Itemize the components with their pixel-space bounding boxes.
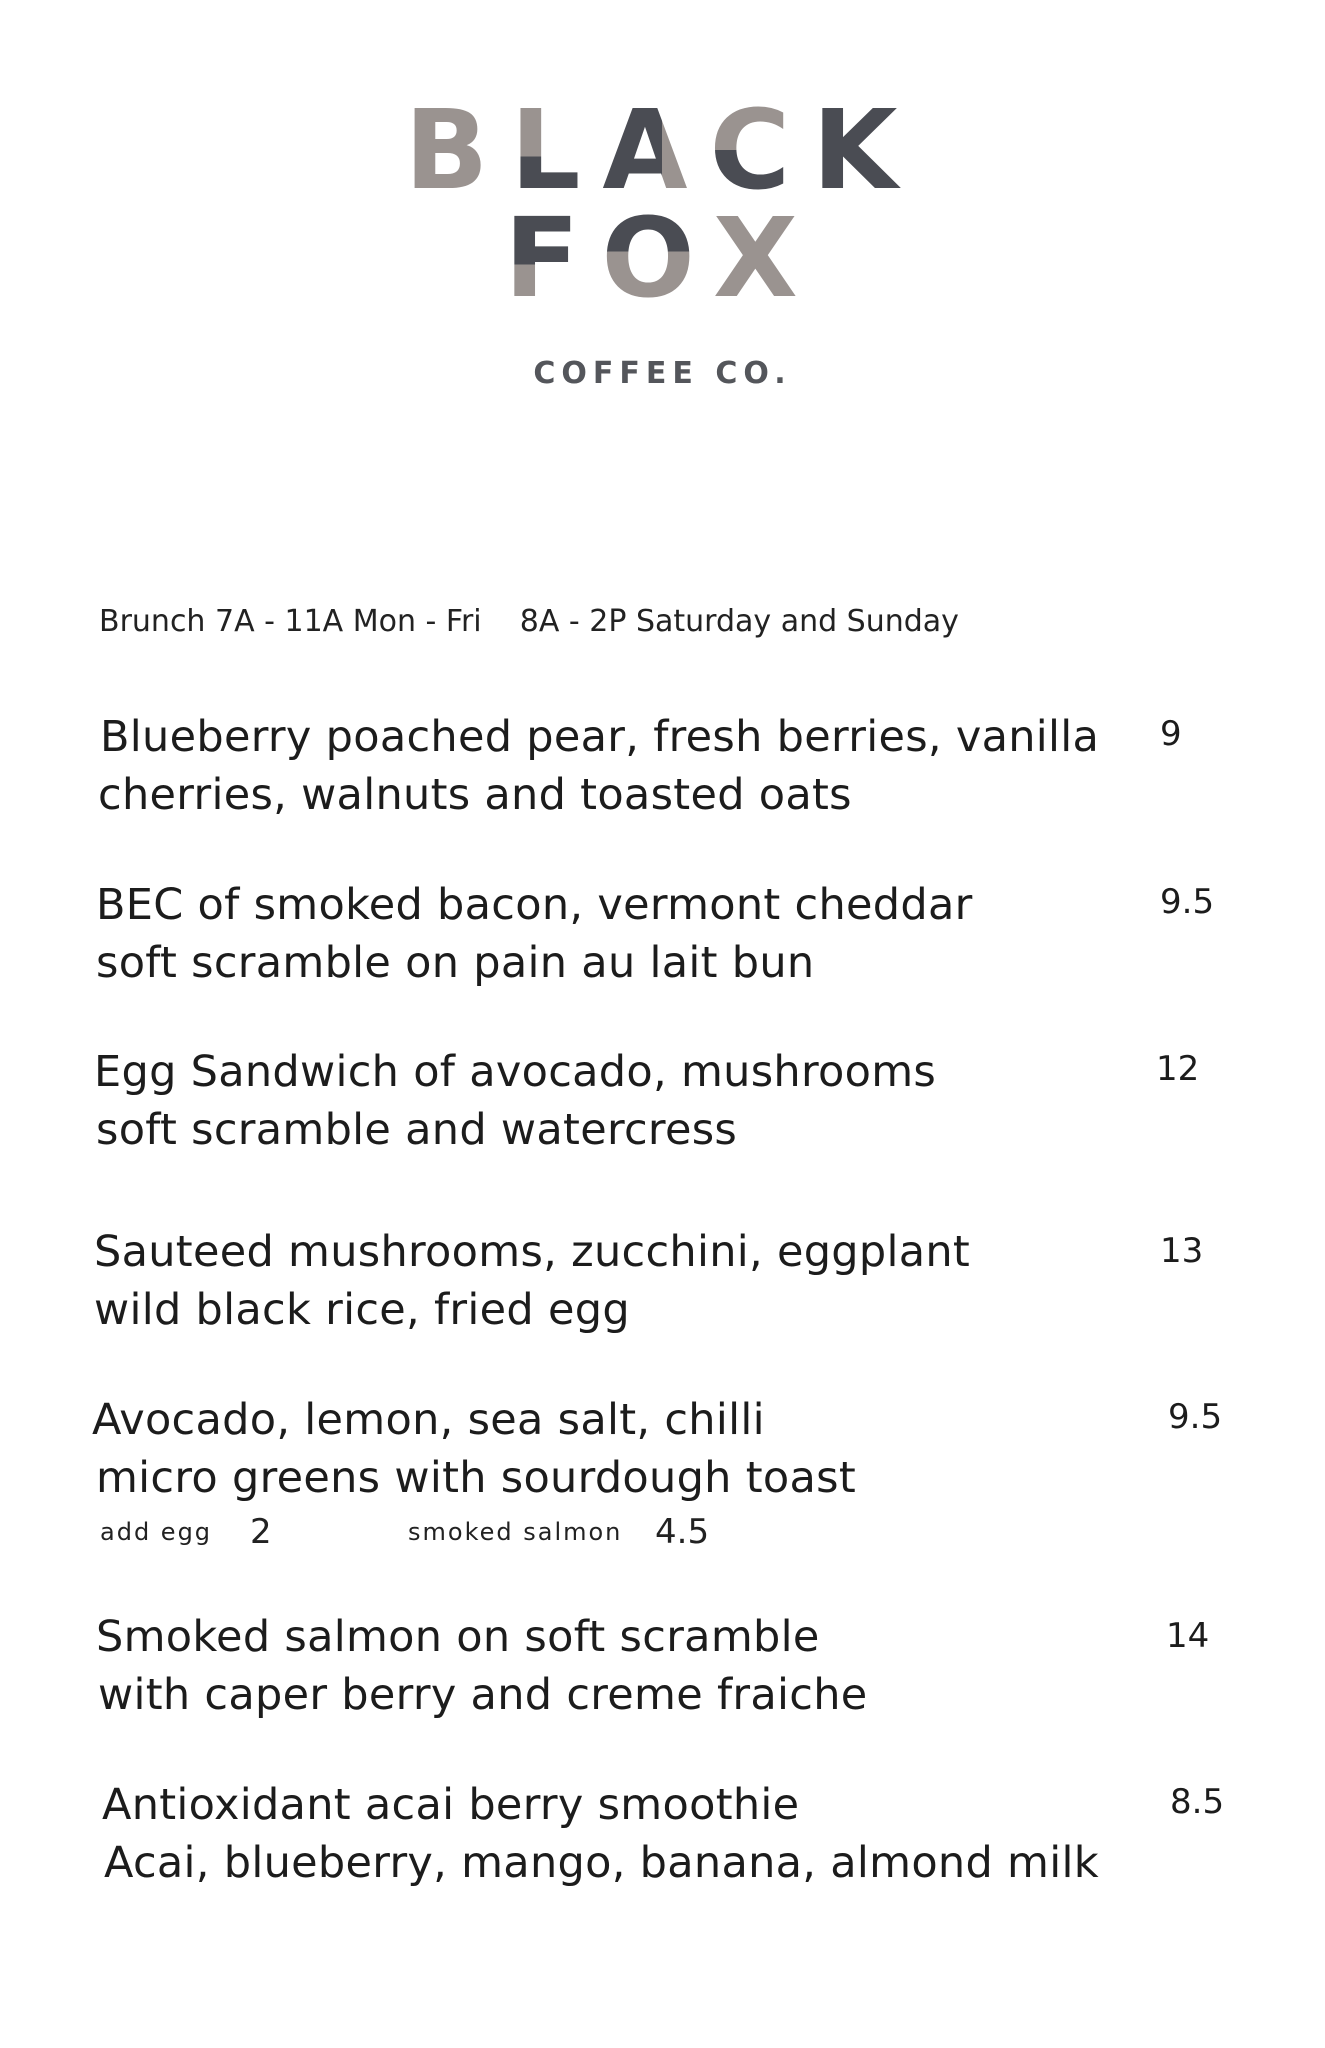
- addon-salmon-price: 4.5: [655, 1512, 710, 1552]
- logo-letter: B: [404, 86, 511, 214]
- menu-item-price: 14: [1166, 1616, 1210, 1656]
- logo-line2: [504, 194, 820, 322]
- addon-salmon-label: smoked salmon: [408, 1518, 623, 1546]
- logo-letter: F: [504, 194, 602, 322]
- menu-item-price: 9: [1160, 714, 1182, 754]
- logo-letter: X: [712, 194, 820, 322]
- menu-item-price: 13: [1160, 1231, 1204, 1271]
- menu-item-line1: Avocado, lemon, sea salt, chilli: [92, 1395, 765, 1445]
- addon-egg-label: add egg: [100, 1518, 213, 1546]
- menu-item-price: 12: [1156, 1049, 1200, 1089]
- menu-item-line2: soft scramble on pain au lait bun: [96, 938, 815, 988]
- addon-egg-price: 2: [250, 1512, 272, 1552]
- menu-item-price: 9.5: [1168, 1397, 1223, 1437]
- logo-letter: K: [812, 86, 920, 214]
- menu-item-line1: Antioxidant acai berry smoothie: [102, 1780, 800, 1830]
- menu-item-line1: Blueberry poached pear, fresh berries, vanilla: [100, 712, 1100, 762]
- logo-subtitle: COFFEE CO.: [533, 356, 792, 391]
- menu-item-line2: micro greens with sourdough toast: [96, 1453, 856, 1503]
- menu-item-line1: Egg Sandwich of avocado, mushrooms: [94, 1047, 937, 1097]
- menu-item-price: 8.5: [1170, 1782, 1225, 1822]
- menu-item-line2: soft scramble and watercress: [96, 1105, 738, 1155]
- menu-item-line1: BEC of smoked bacon, vermont cheddar: [96, 880, 973, 930]
- logo-letter: A: [602, 86, 710, 214]
- logo-letter: O: [601, 194, 713, 322]
- brunch-hours: Brunch 7A - 11A Mon - Fri 8A - 2P Saturday and Sunday: [99, 604, 959, 639]
- menu-item-line2: cherries, walnuts and toasted oats: [98, 770, 852, 820]
- logo-letter: C: [709, 86, 813, 214]
- menu-item-price: 9.5: [1160, 882, 1215, 922]
- menu-item-line2: Acai, blueberry, mango, banana, almond milk: [104, 1838, 1099, 1888]
- menu-item-line1: Smoked salmon on soft scramble: [96, 1612, 820, 1662]
- menu-item-line1: Sauteed mushrooms, zucchini, eggplant: [94, 1227, 971, 1277]
- menu-item-line2: with caper berry and creme fraiche: [98, 1670, 868, 1720]
- menu-item-line2: wild black rice, fried egg: [94, 1285, 630, 1335]
- logo-letter: L: [510, 86, 603, 214]
- brand-logo: [0, 0, 1325, 420]
